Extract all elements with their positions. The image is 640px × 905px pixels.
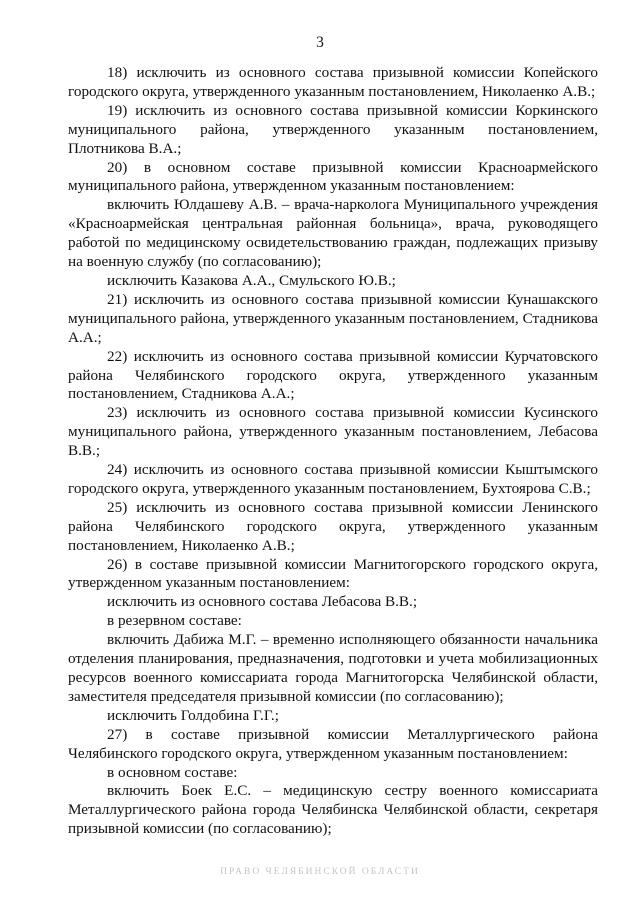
paragraph: 25) исключить из основного состава призывной комиссии Ленинского района Челябинского городского округа, утвержденного указанным постановлением, Николаенко А.В.; xyxy=(68,498,598,554)
paragraph: исключить из основного состава Лебасова В.В.; xyxy=(107,593,418,611)
paragraph: 26) в составе призывной комиссии Магнитогорского городского округа, утвержденном указанным постановлением: xyxy=(68,555,598,592)
paragraph: 22) исключить из основного состава призывной комиссии Курчатовского района Челябинского городского округа, утвержденного указанным постановлением, Стадникова А.А.; xyxy=(68,347,598,403)
paragraph: 20) в основном составе призывной комиссии Красноармейского муниципального района, утвержденном указанным постановлением: xyxy=(68,158,598,195)
paragraph: 18) исключить из основного состава призывной комиссии Копейского городского округа, утвержденного указанным постановлением, Николаенко А.В.; xyxy=(68,64,598,100)
paragraph: 27) в составе призывной комиссии Металлургического района Челябинского городского округа, утвержденном указанным постановлением: xyxy=(68,725,598,762)
paragraph: 21) исключить из основного состава призывной комиссии Кунашакского муниципального района, утвержденного указанным постановлением, Стадникова А.А.; xyxy=(68,290,598,346)
paragraph: 19) исключить из основного состава призывной комиссии Коркинского муниципального района, утвержденного указанным постановлением, Плотникова В.А.; xyxy=(68,101,598,157)
paragraph: включить Юлдашеву А.В. – врача-нарколога Муниципального учреждения «Красноармейская центральная районная больница», врача, руководящего работой по медицинскому освидетельствованию граждан, подлежащих призыву на военную службу (по согласованию); xyxy=(68,196,598,271)
paragraph: в основном составе: xyxy=(107,763,238,781)
paragraph: включить Боек Е.С. – медицинскую сестру военного комиссариата Металлургического района города Челябинска Челябинской области, секретаря призывной комиссии (по согласованию); xyxy=(68,782,598,838)
page-number: 3 xyxy=(316,34,324,51)
paragraph: исключить Голдобина Г.Г.; xyxy=(107,706,279,724)
paragraph: исключить Казакова А.А., Смульского Ю.В.; xyxy=(107,271,396,289)
paragraph: 24) исключить из основного состава призывной комиссии Кыштымского городского округа, утвержденного указанным постановлением, Бухтоярова С.В.; xyxy=(68,461,598,497)
paragraph: в резервном составе: xyxy=(107,612,242,630)
paragraph: включить Дабижа М.Г. – временно исполняющего обязанности начальника отделения планирования, предназначения, подготовки и учета мобилизационных ресурсов военного комиссариата города Магнитогорска Челябинской области, заместителя председателя призывной комиссии (по согласованию); xyxy=(68,631,598,705)
paragraph: 23) исключить из основного состава призывной комиссии Кусинского муниципального района, утвержденного указанным постановлением, Лебасова В.В.; xyxy=(68,404,598,460)
document-body xyxy=(68,64,598,839)
footer-watermark: ПРАВО ЧЕЛЯБИНСКОЙ ОБЛАСТИ xyxy=(220,867,420,877)
